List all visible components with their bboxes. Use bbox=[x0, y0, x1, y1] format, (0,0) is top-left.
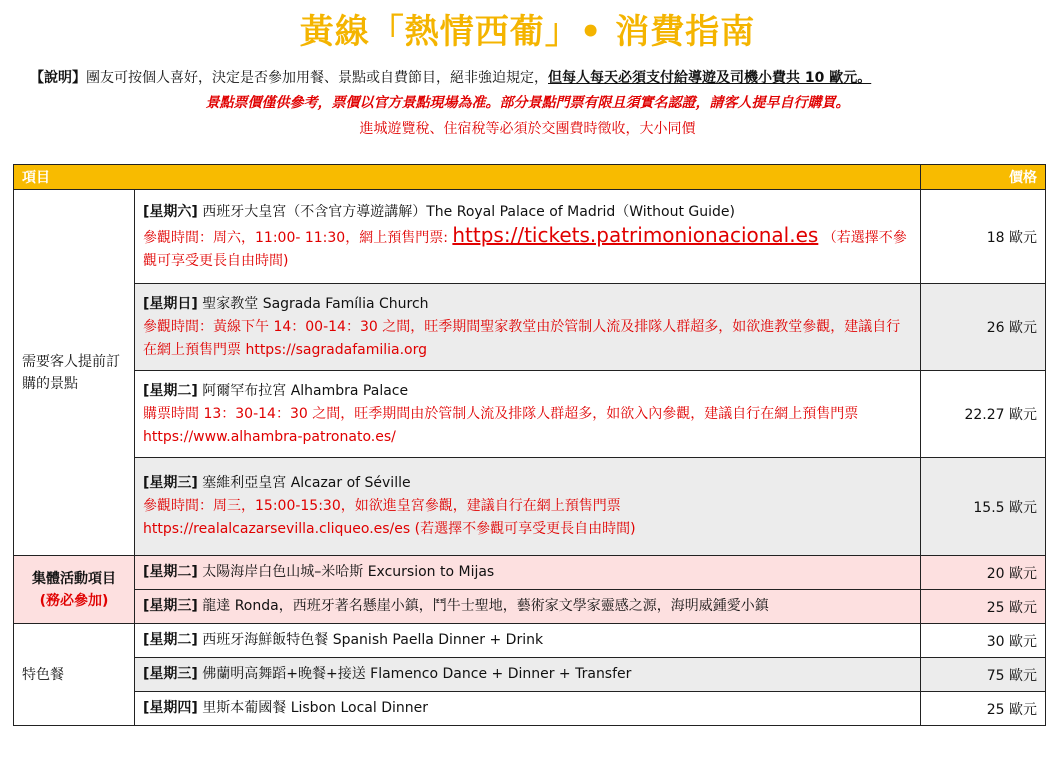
category-meals: 特色餐 bbox=[14, 624, 135, 726]
row-day: [星期二] bbox=[143, 382, 198, 399]
table-row bbox=[14, 624, 1046, 658]
row-item bbox=[135, 590, 921, 624]
table-row bbox=[14, 692, 1046, 726]
description-text: 團友可按個人喜好，決定是否參加用餐、景點或自費節目，絕非強迫規定， bbox=[86, 70, 548, 86]
row-day: [星期三] bbox=[143, 598, 198, 614]
row-day: [星期二] bbox=[143, 564, 198, 580]
row-detail: 參觀時間：黃線下午 14：00-14：30 之間，旺季期間聖家教堂由於管制人流及排隊人群超多，如欲進教堂參觀，建議自行在網上預售門票 bbox=[143, 318, 901, 358]
row-name: 西班牙海鮮飯特色餐 Spanish Paella Dinner + Drink bbox=[202, 632, 544, 648]
row-item bbox=[135, 190, 921, 284]
table-row bbox=[14, 284, 1046, 371]
row-price: 22.27 歐元 bbox=[921, 371, 1046, 458]
row-item bbox=[135, 458, 921, 556]
category-group-required: (務必參加) bbox=[39, 592, 109, 609]
row-name: 聖家教堂 Sagrada Família Church bbox=[202, 295, 429, 312]
row-detail: 參觀時間：周六，11:00- 11:30，網上預售門票: bbox=[143, 229, 453, 246]
row-name: 阿爾罕布拉宮 Alhambra Palace bbox=[202, 382, 409, 399]
row-price: 18 歐元 bbox=[921, 190, 1046, 284]
row-name: 龍達 Ronda，西班牙著名懸崖小鎮，鬥牛士聖地，藝術家文學家靈感之源，海明威鍾愛小鎮 bbox=[202, 598, 769, 614]
row-day: [星期三] bbox=[143, 475, 198, 491]
table-row bbox=[14, 658, 1046, 692]
row-name: 佛蘭明高舞蹈+晚餐+接送 Flamenco Dance + Dinner + Transfer bbox=[202, 666, 632, 682]
row-price: 25 歐元 bbox=[921, 590, 1046, 624]
category-group-title: 集體活動項目 bbox=[32, 570, 116, 587]
table-header-row bbox=[14, 165, 1046, 190]
row-item bbox=[135, 692, 921, 726]
row-item bbox=[135, 658, 921, 692]
tip-requirement: 但每人每天必須支付給導遊及司機小費共 10 歐元。 bbox=[548, 70, 872, 86]
ticket-link[interactable]: https://www.alhambra-patronato.es/ bbox=[143, 428, 396, 445]
row-price: 26 歐元 bbox=[921, 284, 1046, 371]
row-item bbox=[135, 624, 921, 658]
row-detail: 參觀時間：周三，15:00-15:30，如欲進皇宮參觀，建議自行在網上預售門票 bbox=[143, 498, 621, 514]
row-detail-note: （若選擇不參觀可享受更長自由時間) bbox=[143, 229, 907, 269]
row-item bbox=[135, 284, 921, 371]
row-price: 75 歐元 bbox=[921, 658, 1046, 692]
row-day: [星期六] bbox=[143, 203, 198, 220]
row-item bbox=[135, 556, 921, 590]
table-row bbox=[14, 371, 1046, 458]
row-price: 25 歐元 bbox=[921, 692, 1046, 726]
page-title: 黃線「熱情西葡」• 消費指南 bbox=[299, 12, 756, 52]
header-price: 價格 bbox=[921, 165, 1046, 190]
ticket-link[interactable]: https://tickets.patrimonionacional.es bbox=[452, 222, 819, 247]
row-detail-note: (若選擇不參觀可享受更長自由時間) bbox=[410, 521, 636, 537]
row-price: 15.5 歐元 bbox=[921, 458, 1046, 556]
category-group bbox=[14, 556, 135, 624]
row-day: [星期日] bbox=[143, 295, 198, 312]
row-price: 30 歐元 bbox=[921, 624, 1046, 658]
ticket-link[interactable]: https://realalcazarsevilla.cliqueo.es/es bbox=[143, 521, 411, 537]
category-advance: 需要客人提前訂購的景點 bbox=[14, 190, 135, 556]
ticket-link[interactable]: https://sagradafamilia.org bbox=[245, 341, 428, 358]
row-name: 塞維利亞皇宮 Alcazar of Séville bbox=[202, 475, 411, 491]
price-table bbox=[13, 164, 1046, 726]
row-item bbox=[135, 371, 921, 458]
row-day: [星期三] bbox=[143, 666, 198, 682]
ticket-note: 景點票價僅供參考，票價以官方景點現場為准。部分景點門票有限且須實名認證，請客人提早自行購買。 bbox=[205, 95, 850, 111]
row-price: 20 歐元 bbox=[921, 556, 1046, 590]
row-detail: 購票時間 13：30-14：30 之間，旺季期間由於管制人流及排隊人群超多，如欲入內參觀，建議自行在網上預售門票 bbox=[143, 405, 859, 422]
tax-note: 進城遊覽稅、住宿稅等必須於交團費時徵收，大小同價 bbox=[359, 121, 696, 137]
header-item: 項目 bbox=[14, 165, 921, 190]
table-row bbox=[14, 458, 1046, 556]
table-row bbox=[14, 556, 1046, 590]
description-label: 【說明】 bbox=[30, 70, 86, 86]
description bbox=[30, 68, 1020, 88]
row-name: 西班牙大皇宮（不含官方導遊講解）The Royal Palace of Madrid（Without Guide) bbox=[202, 203, 735, 220]
table-row bbox=[14, 590, 1046, 624]
row-name: 太陽海岸白色山城–米哈斯 Excursion to Mijas bbox=[202, 564, 495, 580]
row-name: 里斯本葡國餐 Lisbon Local Dinner bbox=[202, 700, 428, 716]
row-day: [星期四] bbox=[143, 700, 198, 716]
table-row bbox=[14, 190, 1046, 284]
row-day: [星期二] bbox=[143, 632, 198, 648]
